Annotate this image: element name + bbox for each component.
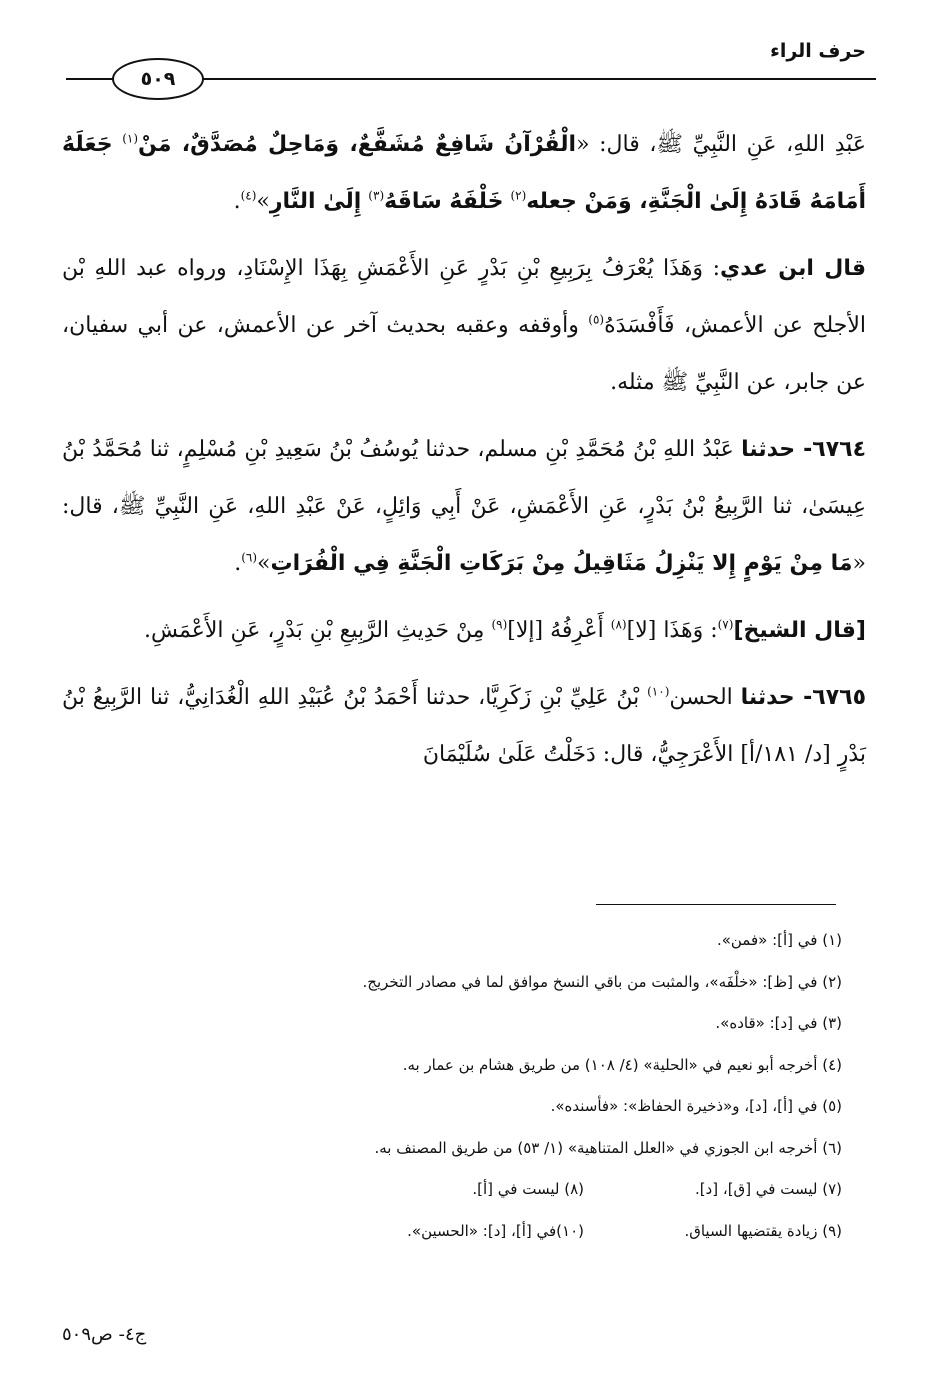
paragraph-ibn-adi: [62, 240, 866, 411]
footnote-row-9-10: [170, 1213, 842, 1255]
footnote-7: (٧) ليست في [ق]، [د].: [694, 1180, 842, 1198]
text-run: وأوقفه وعقبه بحديث آخر عن الأعمش، عن أبي سفيان، عن جابر، عن النَّبِيِّ ﷺ مثله.: [62, 313, 866, 395]
footnote-2: (٢) في [ظ]: «خلْفَه»، والمثبت من باقي النسخ موافق لما في مصادر التخريج.: [362, 972, 842, 991]
footnote-ref: (٨): [610, 617, 627, 632]
paragraph-shaykh: [62, 602, 866, 659]
footnote-ref: (٥): [588, 312, 605, 327]
text-run: بْنُ عَلِيِّ بْنِ زَكَرِيَّا، حدثنا أَحْمَدُ بْنُ عُبَيْدِ اللهِ الْغُدَانِيُّ، ثنا الرَّبِيعُ بْنُ بَدْرٍ [د/ ١٨١/أ] الأَعْرَجِيُّ، قال: دَخَلْتُ عَلَىٰ سُلَيْمَانَ: [62, 685, 866, 767]
footnote-1: (١) في [أ]: «فمن».: [716, 931, 842, 949]
text-run: : وَهَذَا [لا]: [626, 618, 718, 643]
footnotes: [170, 922, 842, 1254]
text-run: عَبْدُ اللهِ بْنُ مُحَمَّدِ بْنِ مسلم، حدثنا يُوسُفُ بْنُ سَعِيدِ بْنِ مُسْلِمٍ، ثنا مُحَمَّدُ بْنُ عِيسَىٰ، ثنا الرَّبِيعُ بْنُ بَدْرٍ، عَنِ الأَعْمَشِ، عَنْ أَبِي وَائِلٍ، عَنْ عَبْدِ اللهِ، عَنِ النَّبِيِّ ﷺ، قال: «: [62, 437, 866, 576]
text-run: أَعْرِفُهُ [إلا]: [507, 618, 611, 643]
hadith-number: ٦٧٦٥- حدثنا: [740, 685, 867, 710]
hadith-matn: الْقُرْآنُ شَافِعٌ مُشَفَّعٌ، وَمَاحِلٌ مُصَدَّقٌ، مَنْ: [138, 132, 577, 157]
page-number-badge: ٥٠٩: [112, 58, 204, 100]
running-header-title: حرف الراء: [770, 40, 866, 62]
footnote-5: (٥) في [أ]، [د]، و«ذخيرة الحفاظ»: «فأسنده».: [550, 1097, 842, 1115]
footnote-4: (٤) أخرجه أبو نعيم في «الحلية» (٤/ ١٠٨) من طريق هشام بن عمار به.: [402, 1055, 842, 1074]
hadith-number: ٦٧٦٤- حدثنا: [741, 437, 867, 462]
footnote-ref: (٤): [240, 188, 257, 203]
footnote-ref: (٣): [368, 188, 385, 203]
footnote-separator: [596, 904, 836, 905]
paragraph-hadith-quran: [62, 116, 866, 230]
hadith-matn: جَعَلَهُ أَمَامَهُ قَادَهُ إِلَىٰ الْجَنَّةِ، وَمَنْ جعله: [62, 132, 866, 214]
footnote-ref: (٦): [241, 550, 258, 565]
hadith-matn: خَلْفَهُ سَاقَهُ: [384, 189, 504, 214]
text-run: عَبْدِ اللهِ، عَنِ النَّبِيِّ ﷺ، قال: «: [576, 132, 867, 157]
footnote-row-7-8: [170, 1171, 842, 1213]
footnote-ref: (٩): [491, 617, 508, 632]
text-run: مِنْ حَدِيثِ الرَّبِيعِ بْنِ بَدْرٍ، عَنِ الأَعْمَشِ.: [143, 618, 492, 643]
hadith-matn: إِلَىٰ النَّارِ: [269, 189, 362, 214]
footnote-ref: (٢): [510, 188, 527, 203]
footnote-3: (٣) في [د]: «قاده».: [715, 1014, 842, 1032]
hadith-matn: مَا مِنْ يَوْمٍ إِلا يَنْزِلُ مَثَاقِيلُ مِنْ بَرَكَاتِ الْجَنَّةِ فِي الْفُرَاتِ: [270, 551, 853, 576]
footnote-ref: (١٠): [647, 684, 670, 699]
footnote-10: (١٠)في [أ]، [د]: «الحسين».: [407, 1221, 584, 1240]
footnote-ref: (١): [122, 131, 139, 146]
speaker-label: قال ابن عدي: [720, 256, 867, 281]
paragraph-hadith-6764: [62, 421, 866, 592]
footnote-ref: (٧): [717, 617, 734, 632]
footnote-6: (٦) أخرجه ابن الجوزي في «العلل المتناهية» (١/ ٥٣) من طريق المصنف به.: [374, 1138, 842, 1157]
text-run: .: [234, 551, 242, 576]
text-run: : وَهَذَا يُعْرَفُ بِرَبِيعِ بْنِ بَدْرٍ عَنِ الأَعْمَشِ بِهَذَا الإِسْنَادِ، ورواه عبد اللهِ بْن الأجلح عن الأعمش، فَأَفْسَدَهُ: [62, 256, 867, 338]
main-text: [62, 116, 866, 789]
text-run: »: [256, 189, 270, 214]
paragraph-hadith-6765: [62, 669, 866, 783]
speaker-label: [قال الشيخ]: [733, 618, 866, 643]
footnote-8: (٨) ليست في [أ].: [472, 1180, 584, 1198]
text-run: »: [257, 551, 271, 576]
text-run: الحسن: [669, 685, 741, 710]
footnote-9: (٩) زيادة يقتضيها السياق.: [684, 1221, 842, 1240]
volume-page-reference: ج٤- ص٥٠٩: [62, 1324, 147, 1345]
text-run: .: [233, 189, 241, 214]
